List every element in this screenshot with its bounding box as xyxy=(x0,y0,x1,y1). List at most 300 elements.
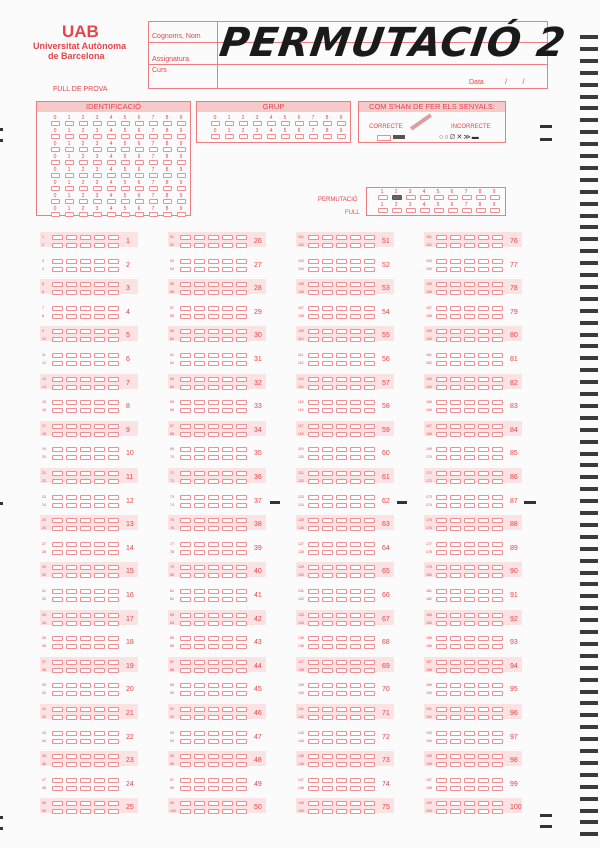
answer-bubble[interactable] xyxy=(464,290,475,295)
answer-bubble[interactable] xyxy=(208,243,219,248)
answer-bubble[interactable] xyxy=(222,243,233,248)
answer-bubble[interactable] xyxy=(464,691,475,696)
answer-bubble[interactable] xyxy=(464,621,475,626)
answer-bubble[interactable] xyxy=(450,739,461,744)
answer-bubble[interactable] xyxy=(66,243,77,248)
answer-bubble[interactable] xyxy=(350,668,361,673)
answer-bubble[interactable] xyxy=(236,573,247,578)
answer-bubble[interactable] xyxy=(108,597,119,602)
digit-bubble[interactable] xyxy=(149,147,158,152)
answer-bubble[interactable] xyxy=(364,636,375,641)
digit-bubble[interactable] xyxy=(163,134,172,139)
answer-bubble[interactable] xyxy=(364,385,375,390)
answer-bubble[interactable] xyxy=(336,715,347,720)
answer-bubble[interactable] xyxy=(336,424,347,429)
answer-bubble[interactable] xyxy=(322,337,333,342)
answer-bubble[interactable] xyxy=(350,786,361,791)
answer-bubble[interactable] xyxy=(308,518,319,523)
answer-bubble[interactable] xyxy=(108,731,119,736)
answer-bubble[interactable] xyxy=(236,306,247,311)
answer-bubble[interactable] xyxy=(464,573,475,578)
answer-bubble[interactable] xyxy=(436,479,447,484)
answer-bubble[interactable] xyxy=(478,550,489,555)
answer-bubble[interactable] xyxy=(180,778,191,783)
answer-bubble[interactable] xyxy=(80,565,91,570)
answer-bubble[interactable] xyxy=(80,621,91,626)
answer-bubble[interactable] xyxy=(222,668,233,673)
answer-bubble[interactable] xyxy=(222,377,233,382)
full-bubble[interactable] xyxy=(448,208,458,213)
answer-bubble[interactable] xyxy=(308,243,319,248)
answer-bubble[interactable] xyxy=(66,644,77,649)
answer-bubble[interactable] xyxy=(52,526,63,531)
answer-bubble[interactable] xyxy=(194,715,205,720)
answer-bubble[interactable] xyxy=(336,778,347,783)
answer-bubble[interactable] xyxy=(80,739,91,744)
answer-bubble[interactable] xyxy=(336,503,347,508)
answer-bubble[interactable] xyxy=(208,479,219,484)
answer-bubble[interactable] xyxy=(66,621,77,626)
answer-bubble[interactable] xyxy=(350,691,361,696)
answer-bubble[interactable] xyxy=(194,778,205,783)
answer-bubble[interactable] xyxy=(208,447,219,452)
answer-bubble[interactable] xyxy=(208,762,219,767)
digit-bubble[interactable] xyxy=(79,173,88,178)
answer-bubble[interactable] xyxy=(450,565,461,570)
answer-bubble[interactable] xyxy=(350,290,361,295)
digit-bubble[interactable] xyxy=(239,134,248,139)
digit-bubble[interactable] xyxy=(121,121,130,126)
answer-bubble[interactable] xyxy=(464,329,475,334)
answer-bubble[interactable] xyxy=(436,644,447,649)
answer-bubble[interactable] xyxy=(364,361,375,366)
answer-bubble[interactable] xyxy=(208,518,219,523)
answer-bubble[interactable] xyxy=(322,660,333,665)
answer-bubble[interactable] xyxy=(52,361,63,366)
answer-bubble[interactable] xyxy=(222,314,233,319)
answer-bubble[interactable] xyxy=(336,471,347,476)
answer-bubble[interactable] xyxy=(478,589,489,594)
answer-bubble[interactable] xyxy=(194,337,205,342)
answer-bubble[interactable] xyxy=(180,762,191,767)
digit-bubble[interactable] xyxy=(107,160,116,165)
answer-bubble[interactable] xyxy=(80,377,91,382)
digit-bubble[interactable] xyxy=(295,134,304,139)
answer-bubble[interactable] xyxy=(308,526,319,531)
answer-bubble[interactable] xyxy=(108,644,119,649)
answer-bubble[interactable] xyxy=(308,314,319,319)
answer-bubble[interactable] xyxy=(66,668,77,673)
answer-bubble[interactable] xyxy=(208,542,219,547)
answer-bubble[interactable] xyxy=(194,621,205,626)
answer-bubble[interactable] xyxy=(236,597,247,602)
answer-bubble[interactable] xyxy=(464,786,475,791)
answer-bubble[interactable] xyxy=(436,377,447,382)
answer-bubble[interactable] xyxy=(478,518,489,523)
answer-bubble[interactable] xyxy=(208,267,219,272)
answer-bubble[interactable] xyxy=(180,282,191,287)
answer-bubble[interactable] xyxy=(336,731,347,736)
answer-bubble[interactable] xyxy=(94,424,105,429)
answer-bubble[interactable] xyxy=(322,762,333,767)
answer-bubble[interactable] xyxy=(350,408,361,413)
digit-bubble[interactable] xyxy=(51,160,60,165)
answer-bubble[interactable] xyxy=(222,447,233,452)
digit-bubble[interactable] xyxy=(121,186,130,191)
answer-bubble[interactable] xyxy=(436,353,447,358)
answer-bubble[interactable] xyxy=(450,479,461,484)
full-bubble[interactable] xyxy=(378,208,388,213)
answer-bubble[interactable] xyxy=(108,621,119,626)
answer-bubble[interactable] xyxy=(180,526,191,531)
answer-bubble[interactable] xyxy=(322,495,333,500)
answer-bubble[interactable] xyxy=(492,636,503,641)
answer-bubble[interactable] xyxy=(94,715,105,720)
answer-bubble[interactable] xyxy=(236,408,247,413)
answer-bubble[interactable] xyxy=(322,377,333,382)
full-bubble[interactable] xyxy=(420,208,430,213)
answer-bubble[interactable] xyxy=(308,644,319,649)
answer-bubble[interactable] xyxy=(450,400,461,405)
answer-bubble[interactable] xyxy=(94,542,105,547)
answer-bubble[interactable] xyxy=(208,306,219,311)
answer-bubble[interactable] xyxy=(464,361,475,366)
answer-bubble[interactable] xyxy=(322,786,333,791)
digit-bubble[interactable] xyxy=(93,121,102,126)
answer-bubble[interactable] xyxy=(364,565,375,570)
answer-bubble[interactable] xyxy=(436,754,447,759)
answer-bubble[interactable] xyxy=(350,424,361,429)
answer-bubble[interactable] xyxy=(222,479,233,484)
answer-bubble[interactable] xyxy=(94,353,105,358)
answer-bubble[interactable] xyxy=(208,573,219,578)
answer-bubble[interactable] xyxy=(108,565,119,570)
answer-bubble[interactable] xyxy=(94,565,105,570)
digit-bubble[interactable] xyxy=(135,212,144,217)
answer-bubble[interactable] xyxy=(364,683,375,688)
digit-bubble[interactable] xyxy=(309,121,318,126)
answer-bubble[interactable] xyxy=(236,613,247,618)
answer-bubble[interactable] xyxy=(180,306,191,311)
answer-bubble[interactable] xyxy=(450,636,461,641)
digit-bubble[interactable] xyxy=(121,160,130,165)
answer-bubble[interactable] xyxy=(464,495,475,500)
answer-bubble[interactable] xyxy=(208,778,219,783)
digit-bubble[interactable] xyxy=(93,186,102,191)
answer-bubble[interactable] xyxy=(322,471,333,476)
answer-bubble[interactable] xyxy=(350,353,361,358)
digit-bubble[interactable] xyxy=(211,134,220,139)
answer-bubble[interactable] xyxy=(464,447,475,452)
answer-bubble[interactable] xyxy=(66,809,77,814)
answer-bubble[interactable] xyxy=(308,801,319,806)
answer-bubble[interactable] xyxy=(80,432,91,437)
answer-bubble[interactable] xyxy=(364,809,375,814)
answer-bubble[interactable] xyxy=(80,613,91,618)
answer-bubble[interactable] xyxy=(108,259,119,264)
answer-bubble[interactable] xyxy=(478,786,489,791)
answer-bubble[interactable] xyxy=(478,565,489,570)
answer-bubble[interactable] xyxy=(436,432,447,437)
answer-bubble[interactable] xyxy=(108,778,119,783)
answer-bubble[interactable] xyxy=(52,267,63,272)
answer-bubble[interactable] xyxy=(492,786,503,791)
answer-bubble[interactable] xyxy=(80,589,91,594)
answer-bubble[interactable] xyxy=(350,613,361,618)
answer-bubble[interactable] xyxy=(222,801,233,806)
digit-bubble[interactable] xyxy=(177,121,186,126)
digit-bubble[interactable] xyxy=(163,147,172,152)
answer-bubble[interactable] xyxy=(94,503,105,508)
answer-bubble[interactable] xyxy=(350,739,361,744)
answer-bubble[interactable] xyxy=(222,282,233,287)
answer-bubble[interactable] xyxy=(308,495,319,500)
answer-bubble[interactable] xyxy=(436,550,447,555)
answer-bubble[interactable] xyxy=(94,526,105,531)
answer-bubble[interactable] xyxy=(66,479,77,484)
answer-bubble[interactable] xyxy=(492,660,503,665)
answer-bubble[interactable] xyxy=(180,479,191,484)
answer-bubble[interactable] xyxy=(322,644,333,649)
answer-bubble[interactable] xyxy=(478,447,489,452)
answer-bubble[interactable] xyxy=(208,754,219,759)
answer-bubble[interactable] xyxy=(222,636,233,641)
answer-bubble[interactable] xyxy=(492,361,503,366)
answer-bubble[interactable] xyxy=(336,660,347,665)
full-bubble[interactable] xyxy=(392,208,402,213)
answer-bubble[interactable] xyxy=(450,668,461,673)
answer-bubble[interactable] xyxy=(66,329,77,334)
answer-bubble[interactable] xyxy=(478,636,489,641)
answer-bubble[interactable] xyxy=(464,597,475,602)
answer-bubble[interactable] xyxy=(94,377,105,382)
answer-bubble[interactable] xyxy=(492,644,503,649)
digit-bubble[interactable] xyxy=(51,121,60,126)
answer-bubble[interactable] xyxy=(464,314,475,319)
answer-bubble[interactable] xyxy=(464,455,475,460)
digit-bubble[interactable] xyxy=(79,147,88,152)
answer-bubble[interactable] xyxy=(66,542,77,547)
answer-bubble[interactable] xyxy=(464,377,475,382)
answer-bubble[interactable] xyxy=(222,267,233,272)
answer-bubble[interactable] xyxy=(478,809,489,814)
answer-bubble[interactable] xyxy=(108,314,119,319)
answer-bubble[interactable] xyxy=(478,267,489,272)
answer-bubble[interactable] xyxy=(322,801,333,806)
answer-bubble[interactable] xyxy=(322,353,333,358)
answer-bubble[interactable] xyxy=(94,613,105,618)
answer-bubble[interactable] xyxy=(350,361,361,366)
answer-bubble[interactable] xyxy=(180,621,191,626)
answer-bubble[interactable] xyxy=(236,526,247,531)
answer-bubble[interactable] xyxy=(180,801,191,806)
answer-bubble[interactable] xyxy=(52,644,63,649)
answer-bubble[interactable] xyxy=(492,691,503,696)
answer-bubble[interactable] xyxy=(180,447,191,452)
digit-bubble[interactable] xyxy=(65,147,74,152)
answer-bubble[interactable] xyxy=(350,235,361,240)
digit-bubble[interactable] xyxy=(135,160,144,165)
answer-bubble[interactable] xyxy=(336,337,347,342)
answer-bubble[interactable] xyxy=(94,290,105,295)
answer-bubble[interactable] xyxy=(322,329,333,334)
answer-bubble[interactable] xyxy=(222,235,233,240)
answer-bubble[interactable] xyxy=(350,479,361,484)
answer-bubble[interactable] xyxy=(108,613,119,618)
answer-bubble[interactable] xyxy=(322,479,333,484)
answer-bubble[interactable] xyxy=(94,259,105,264)
answer-bubble[interactable] xyxy=(322,573,333,578)
answer-bubble[interactable] xyxy=(94,400,105,405)
answer-bubble[interactable] xyxy=(80,243,91,248)
answer-bubble[interactable] xyxy=(66,786,77,791)
answer-bubble[interactable] xyxy=(364,691,375,696)
answer-bubble[interactable] xyxy=(450,754,461,759)
answer-bubble[interactable] xyxy=(322,243,333,248)
answer-bubble[interactable] xyxy=(308,235,319,240)
answer-bubble[interactable] xyxy=(208,432,219,437)
answer-bubble[interactable] xyxy=(180,424,191,429)
answer-bubble[interactable] xyxy=(464,636,475,641)
answer-bubble[interactable] xyxy=(66,290,77,295)
answer-bubble[interactable] xyxy=(478,495,489,500)
answer-bubble[interactable] xyxy=(350,550,361,555)
answer-bubble[interactable] xyxy=(436,565,447,570)
answer-bubble[interactable] xyxy=(94,282,105,287)
answer-bubble[interactable] xyxy=(52,762,63,767)
answer-bubble[interactable] xyxy=(208,613,219,618)
answer-bubble[interactable] xyxy=(478,455,489,460)
answer-bubble[interactable] xyxy=(194,809,205,814)
answer-bubble[interactable] xyxy=(208,471,219,476)
answer-bubble[interactable] xyxy=(108,377,119,382)
answer-bubble[interactable] xyxy=(94,471,105,476)
answer-bubble[interactable] xyxy=(66,613,77,618)
answer-bubble[interactable] xyxy=(322,447,333,452)
digit-bubble[interactable] xyxy=(65,160,74,165)
answer-bubble[interactable] xyxy=(52,424,63,429)
answer-bubble[interactable] xyxy=(108,400,119,405)
answer-bubble[interactable] xyxy=(94,691,105,696)
answer-bubble[interactable] xyxy=(336,353,347,358)
answer-bubble[interactable] xyxy=(222,495,233,500)
answer-bubble[interactable] xyxy=(492,754,503,759)
answer-bubble[interactable] xyxy=(180,809,191,814)
answer-bubble[interactable] xyxy=(364,739,375,744)
answer-bubble[interactable] xyxy=(52,715,63,720)
answer-bubble[interactable] xyxy=(336,526,347,531)
answer-bubble[interactable] xyxy=(208,337,219,342)
answer-bubble[interactable] xyxy=(222,526,233,531)
answer-bubble[interactable] xyxy=(436,660,447,665)
answer-bubble[interactable] xyxy=(492,739,503,744)
answer-bubble[interactable] xyxy=(222,762,233,767)
answer-bubble[interactable] xyxy=(236,503,247,508)
answer-bubble[interactable] xyxy=(236,801,247,806)
answer-bubble[interactable] xyxy=(336,495,347,500)
answer-bubble[interactable] xyxy=(492,353,503,358)
digit-bubble[interactable] xyxy=(309,134,318,139)
answer-bubble[interactable] xyxy=(80,707,91,712)
answer-bubble[interactable] xyxy=(208,809,219,814)
answer-bubble[interactable] xyxy=(194,408,205,413)
answer-bubble[interactable] xyxy=(66,731,77,736)
answer-bubble[interactable] xyxy=(108,290,119,295)
answer-bubble[interactable] xyxy=(308,691,319,696)
answer-bubble[interactable] xyxy=(80,518,91,523)
digit-bubble[interactable] xyxy=(135,121,144,126)
answer-bubble[interactable] xyxy=(492,337,503,342)
answer-bubble[interactable] xyxy=(364,235,375,240)
answer-bubble[interactable] xyxy=(52,290,63,295)
answer-bubble[interactable] xyxy=(464,337,475,342)
answer-bubble[interactable] xyxy=(194,762,205,767)
answer-bubble[interactable] xyxy=(80,715,91,720)
answer-bubble[interactable] xyxy=(236,337,247,342)
answer-bubble[interactable] xyxy=(464,589,475,594)
answer-bubble[interactable] xyxy=(80,353,91,358)
answer-bubble[interactable] xyxy=(492,778,503,783)
answer-bubble[interactable] xyxy=(478,778,489,783)
answer-bubble[interactable] xyxy=(194,573,205,578)
answer-bubble[interactable] xyxy=(222,621,233,626)
answer-bubble[interactable] xyxy=(52,455,63,460)
answer-bubble[interactable] xyxy=(222,471,233,476)
answer-bubble[interactable] xyxy=(436,267,447,272)
answer-bubble[interactable] xyxy=(478,377,489,382)
answer-bubble[interactable] xyxy=(492,400,503,405)
answer-bubble[interactable] xyxy=(108,573,119,578)
answer-bubble[interactable] xyxy=(94,447,105,452)
answer-bubble[interactable] xyxy=(322,691,333,696)
answer-bubble[interactable] xyxy=(108,668,119,673)
answer-bubble[interactable] xyxy=(208,424,219,429)
answer-bubble[interactable] xyxy=(236,715,247,720)
digit-bubble[interactable] xyxy=(107,186,116,191)
answer-bubble[interactable] xyxy=(108,754,119,759)
answer-bubble[interactable] xyxy=(308,660,319,665)
answer-bubble[interactable] xyxy=(94,479,105,484)
answer-bubble[interactable] xyxy=(52,801,63,806)
answer-bubble[interactable] xyxy=(52,589,63,594)
answer-bubble[interactable] xyxy=(350,377,361,382)
answer-bubble[interactable] xyxy=(322,565,333,570)
answer-bubble[interactable] xyxy=(436,573,447,578)
answer-bubble[interactable] xyxy=(180,329,191,334)
answer-bubble[interactable] xyxy=(350,542,361,547)
answer-bubble[interactable] xyxy=(180,400,191,405)
answer-bubble[interactable] xyxy=(80,471,91,476)
answer-bubble[interactable] xyxy=(336,621,347,626)
answer-bubble[interactable] xyxy=(464,306,475,311)
answer-bubble[interactable] xyxy=(222,550,233,555)
answer-bubble[interactable] xyxy=(478,424,489,429)
answer-bubble[interactable] xyxy=(364,471,375,476)
answer-bubble[interactable] xyxy=(236,377,247,382)
answer-bubble[interactable] xyxy=(364,259,375,264)
answer-bubble[interactable] xyxy=(180,314,191,319)
answer-bubble[interactable] xyxy=(322,361,333,366)
answer-bubble[interactable] xyxy=(350,597,361,602)
answer-bubble[interactable] xyxy=(194,731,205,736)
answer-bubble[interactable] xyxy=(80,503,91,508)
answer-bubble[interactable] xyxy=(194,691,205,696)
answer-bubble[interactable] xyxy=(350,385,361,390)
answer-bubble[interactable] xyxy=(464,644,475,649)
answer-bubble[interactable] xyxy=(66,267,77,272)
answer-bubble[interactable] xyxy=(336,613,347,618)
answer-bubble[interactable] xyxy=(236,361,247,366)
